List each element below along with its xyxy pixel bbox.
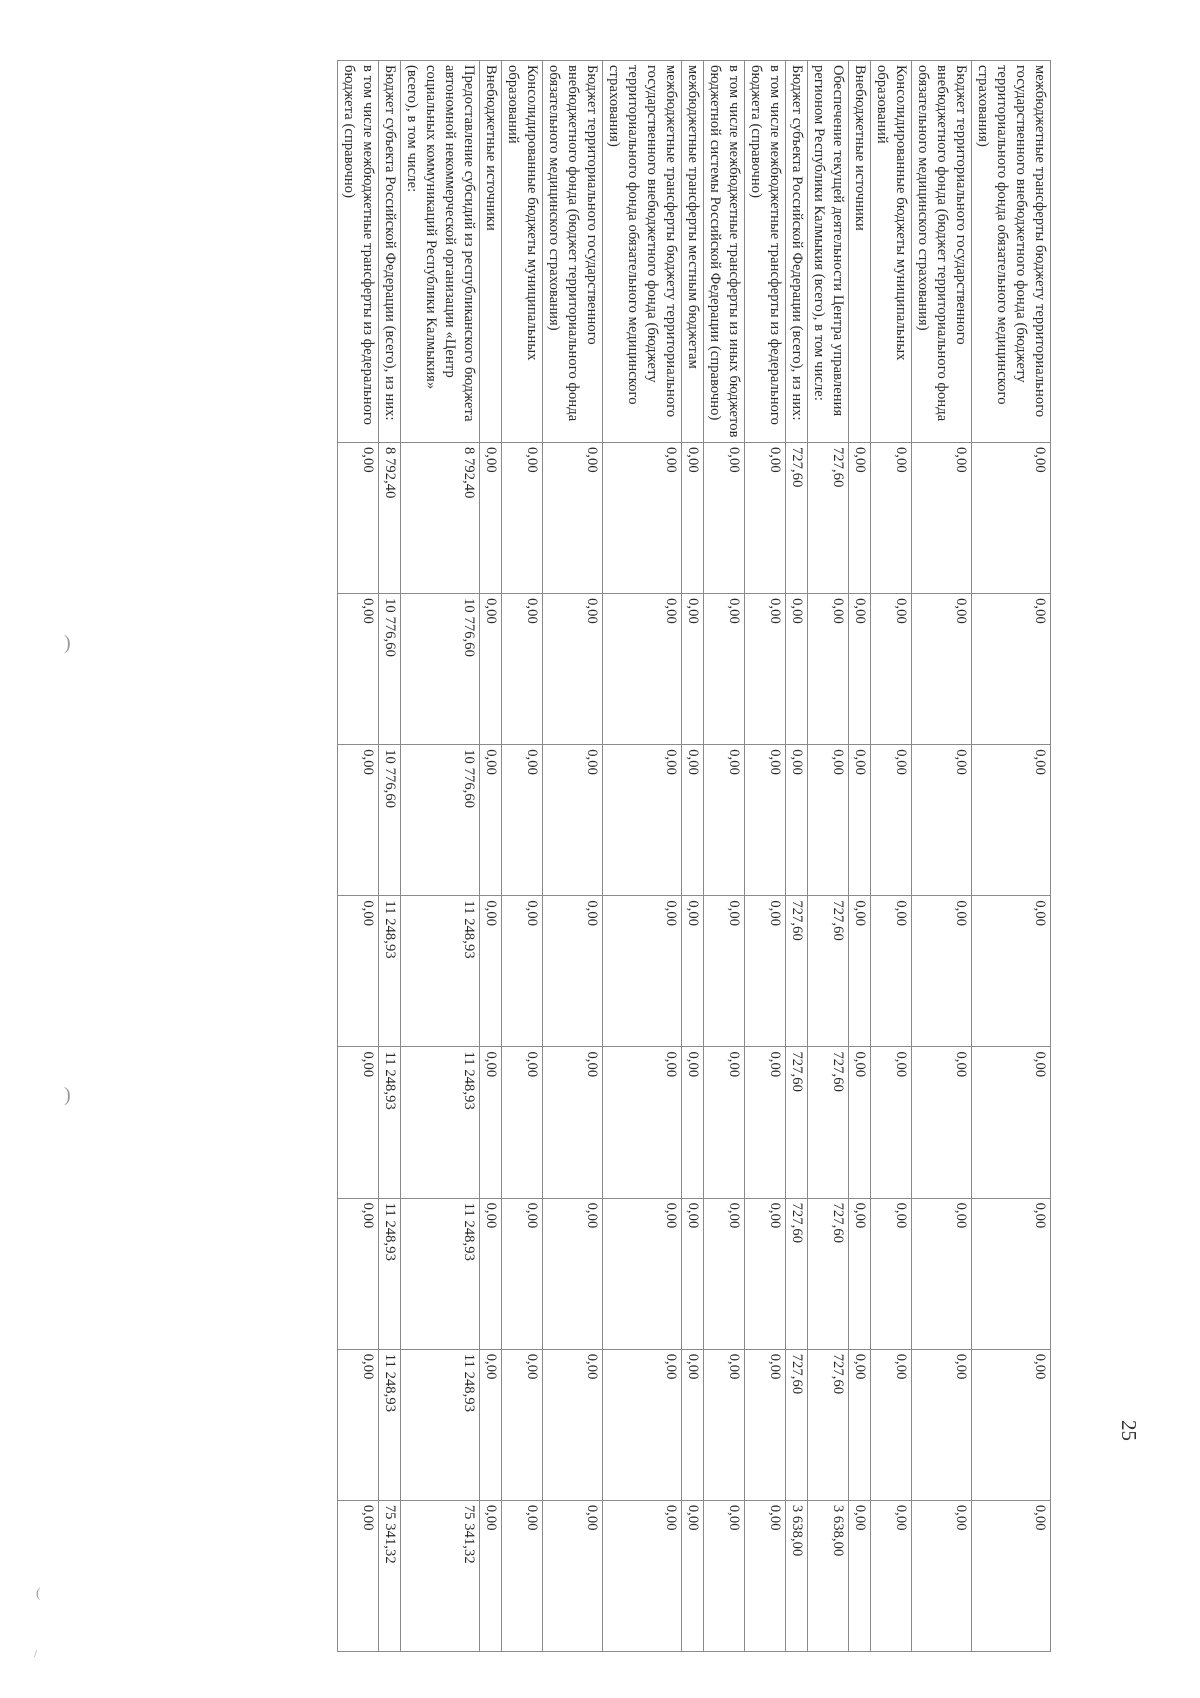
- value-cell: 0,00: [912, 1500, 972, 1651]
- table-row: [972, 61, 1051, 1652]
- value-cell: 0,00: [543, 1047, 603, 1198]
- value-cell: 0,00: [786, 745, 808, 896]
- row-label: Бюджет территориального государственного внебюджетного фонда (бюджет территориального фонда обязательного медицинского страхования): [543, 61, 603, 443]
- row-label: Бюджет субъекта Российской Федерации (всего), из них:: [379, 61, 401, 443]
- value-cell: 0,00: [745, 442, 786, 593]
- value-cell: 0,00: [871, 594, 912, 745]
- row-label: Консолидированные бюджеты муниципальных образований: [871, 61, 912, 443]
- value-cell: 0,00: [480, 1349, 502, 1500]
- value-cell: 0,00: [849, 594, 871, 745]
- value-cell: 727,60: [786, 896, 808, 1047]
- value-cell: 0,00: [871, 1349, 912, 1500]
- value-cell: 0,00: [871, 896, 912, 1047]
- value-cell: 0,00: [849, 1500, 871, 1651]
- value-cell: 3 638,00: [786, 1500, 808, 1651]
- row-label: Предоставление субсидий из республиканского бюджета автономной некоммерческой организации «Центр социальных коммуникаций Республики Калмыкия» (всего), в том числе:: [401, 61, 480, 443]
- value-cell: 10 776,60: [401, 594, 480, 745]
- value-cell: 0,00: [704, 442, 745, 593]
- value-cell: 8 792,40: [379, 442, 401, 593]
- row-label: межбюджетные трансферты бюджету территориального государственного внебюджетного фонда (бюджету территориального фонда обязательного медицинского страхования): [603, 61, 682, 443]
- row-label: межбюджетные трансферты бюджету территориального государственного внебюджетного фонда (бюджету территориального фонда обязательного медицинского страхования): [972, 61, 1051, 443]
- value-cell: 0,00: [912, 1349, 972, 1500]
- margin-mark: ): [64, 632, 71, 654]
- row-label: Внебюджетные источники: [480, 61, 502, 443]
- value-cell: 0,00: [502, 1349, 543, 1500]
- value-cell: 0,00: [603, 896, 682, 1047]
- value-cell: 0,00: [682, 1047, 704, 1198]
- value-cell: 0,00: [480, 1500, 502, 1651]
- value-cell: 0,00: [808, 594, 849, 745]
- value-cell: 0,00: [543, 896, 603, 1047]
- value-cell: 0,00: [912, 1198, 972, 1349]
- margin-mark: /: [34, 1648, 38, 1660]
- value-cell: 10 776,60: [379, 594, 401, 745]
- value-cell: 0,00: [745, 594, 786, 745]
- value-cell: 0,00: [603, 1198, 682, 1349]
- value-cell: 0,00: [849, 442, 871, 593]
- value-cell: 0,00: [543, 745, 603, 896]
- value-cell: 727,60: [808, 1349, 849, 1500]
- value-cell: 0,00: [871, 1198, 912, 1349]
- value-cell: 0,00: [849, 1047, 871, 1198]
- table-row: [682, 61, 704, 1652]
- value-cell: 0,00: [745, 1500, 786, 1651]
- value-cell: 0,00: [912, 594, 972, 745]
- value-cell: 0,00: [704, 1198, 745, 1349]
- value-cell: 0,00: [338, 745, 379, 896]
- value-cell: 0,00: [704, 896, 745, 1047]
- value-cell: 0,00: [338, 1500, 379, 1651]
- value-cell: 0,00: [871, 442, 912, 593]
- value-cell: 0,00: [745, 745, 786, 896]
- value-cell: 0,00: [502, 442, 543, 593]
- row-label: Бюджет территориального государственного внебюджетного фонда (бюджет территориального фонда обязательного медицинского страхования): [912, 61, 972, 443]
- table-row: [379, 61, 401, 1652]
- value-cell: 727,60: [808, 1047, 849, 1198]
- value-cell: 0,00: [972, 745, 1051, 896]
- value-cell: 3 638,00: [808, 1500, 849, 1651]
- row-label: Бюджет субъекта Российской Федерации (всего), из них:: [786, 61, 808, 443]
- value-cell: 0,00: [603, 594, 682, 745]
- row-label: в том числе межбюджетные трансферты из федерального бюджета (справочно): [745, 61, 786, 443]
- value-cell: 0,00: [745, 896, 786, 1047]
- value-cell: 0,00: [871, 745, 912, 896]
- row-label: Обеспечение текущей деятельности Центра управления регионом Республики Калмыкия (всего), в том числе:: [808, 61, 849, 443]
- value-cell: 0,00: [338, 442, 379, 593]
- value-cell: 0,00: [543, 442, 603, 593]
- value-cell: 75 341,32: [401, 1500, 480, 1651]
- value-cell: 0,00: [480, 1047, 502, 1198]
- table-row: [912, 61, 972, 1652]
- table-row: [786, 61, 808, 1652]
- value-cell: 10 776,60: [401, 745, 480, 896]
- value-cell: 0,00: [849, 1349, 871, 1500]
- value-cell: 0,00: [704, 594, 745, 745]
- value-cell: 0,00: [480, 594, 502, 745]
- table-row: [745, 61, 786, 1652]
- value-cell: 0,00: [972, 1500, 1051, 1651]
- value-cell: 0,00: [912, 442, 972, 593]
- value-cell: 0,00: [682, 1500, 704, 1651]
- value-cell: 727,60: [786, 1198, 808, 1349]
- value-cell: 0,00: [704, 1349, 745, 1500]
- value-cell: 0,00: [543, 594, 603, 745]
- value-cell: 0,00: [502, 896, 543, 1047]
- row-label: межбюджетные трансферты местным бюджетам: [682, 61, 704, 443]
- table-row: [401, 61, 480, 1652]
- value-cell: 0,00: [704, 745, 745, 896]
- value-cell: 0,00: [543, 1349, 603, 1500]
- value-cell: 0,00: [849, 1198, 871, 1349]
- value-cell: 0,00: [972, 594, 1051, 745]
- value-cell: 11 248,93: [379, 1047, 401, 1198]
- value-cell: 0,00: [972, 896, 1051, 1047]
- value-cell: 0,00: [912, 745, 972, 896]
- value-cell: 0,00: [502, 1198, 543, 1349]
- value-cell: 0,00: [745, 1198, 786, 1349]
- value-cell: 0,00: [682, 1349, 704, 1500]
- value-cell: 0,00: [543, 1198, 603, 1349]
- value-cell: 0,00: [871, 1047, 912, 1198]
- table-row: [603, 61, 682, 1652]
- value-cell: 0,00: [871, 1500, 912, 1651]
- value-cell: 0,00: [603, 1349, 682, 1500]
- value-cell: 0,00: [480, 896, 502, 1047]
- value-cell: 0,00: [704, 1500, 745, 1651]
- value-cell: 75 341,32: [379, 1500, 401, 1651]
- value-cell: 0,00: [338, 1349, 379, 1500]
- value-cell: 0,00: [603, 442, 682, 593]
- value-cell: 0,00: [972, 1198, 1051, 1349]
- value-cell: 11 248,93: [401, 1349, 480, 1500]
- margin-mark: ): [64, 1084, 71, 1106]
- value-cell: 0,00: [912, 896, 972, 1047]
- value-cell: 0,00: [786, 594, 808, 745]
- value-cell: 727,60: [808, 442, 849, 593]
- budget-table: [337, 60, 1051, 1652]
- value-cell: 727,60: [786, 1047, 808, 1198]
- value-cell: 0,00: [603, 1047, 682, 1198]
- table-row: [502, 61, 543, 1652]
- value-cell: 0,00: [912, 1047, 972, 1198]
- row-label: Внебюджетные источники: [849, 61, 871, 443]
- value-cell: 0,00: [543, 1500, 603, 1651]
- value-cell: 11 248,93: [401, 1047, 480, 1198]
- table-row: [808, 61, 849, 1652]
- value-cell: 11 248,93: [379, 1349, 401, 1500]
- value-cell: 0,00: [682, 442, 704, 593]
- margin-mark: (: [36, 1585, 41, 1600]
- table-row: [871, 61, 912, 1652]
- value-cell: 0,00: [972, 1047, 1051, 1198]
- table-row: [704, 61, 745, 1652]
- rotated-table-area: [154, 60, 1051, 1652]
- value-cell: 0,00: [972, 442, 1051, 593]
- value-cell: 727,60: [808, 1198, 849, 1349]
- value-cell: 11 248,93: [401, 1198, 480, 1349]
- value-cell: 0,00: [338, 896, 379, 1047]
- budget-table-body: [338, 61, 1051, 1652]
- value-cell: 0,00: [682, 1198, 704, 1349]
- value-cell: 0,00: [502, 1047, 543, 1198]
- value-cell: 0,00: [972, 1349, 1051, 1500]
- value-cell: 0,00: [808, 745, 849, 896]
- value-cell: 0,00: [603, 745, 682, 896]
- value-cell: 11 248,93: [379, 896, 401, 1047]
- value-cell: 10 776,60: [379, 745, 401, 896]
- value-cell: 0,00: [338, 1198, 379, 1349]
- value-cell: 0,00: [682, 896, 704, 1047]
- value-cell: 0,00: [338, 1047, 379, 1198]
- value-cell: 727,60: [786, 442, 808, 593]
- row-label: в том числе межбюджетные трансферты из федерального бюджета (справочно): [338, 61, 379, 443]
- value-cell: 0,00: [480, 442, 502, 593]
- value-cell: 0,00: [682, 594, 704, 745]
- row-label: в том числе межбюджетные трансферты из иных бюджетов бюджетной системы Российской Федерации (справочно): [704, 61, 745, 443]
- table-row: [338, 61, 379, 1652]
- value-cell: 0,00: [745, 1047, 786, 1198]
- value-cell: 727,60: [808, 896, 849, 1047]
- value-cell: 0,00: [849, 745, 871, 896]
- value-cell: 0,00: [480, 1198, 502, 1349]
- value-cell: 11 248,93: [401, 896, 480, 1047]
- value-cell: 0,00: [480, 745, 502, 896]
- value-cell: 0,00: [502, 594, 543, 745]
- value-cell: 0,00: [502, 745, 543, 896]
- value-cell: 8 792,40: [401, 442, 480, 593]
- value-cell: 0,00: [682, 745, 704, 896]
- value-cell: 11 248,93: [379, 1198, 401, 1349]
- value-cell: 0,00: [849, 896, 871, 1047]
- table-row: [480, 61, 502, 1652]
- table-row: [849, 61, 871, 1652]
- value-cell: 0,00: [704, 1047, 745, 1198]
- page-number: 25: [1117, 1420, 1141, 1441]
- table-row: [543, 61, 603, 1652]
- value-cell: 0,00: [603, 1500, 682, 1651]
- value-cell: 0,00: [502, 1500, 543, 1651]
- value-cell: 0,00: [338, 594, 379, 745]
- row-label: Консолидированные бюджеты муниципальных образований: [502, 61, 543, 443]
- value-cell: 727,60: [786, 1349, 808, 1500]
- value-cell: 0,00: [745, 1349, 786, 1500]
